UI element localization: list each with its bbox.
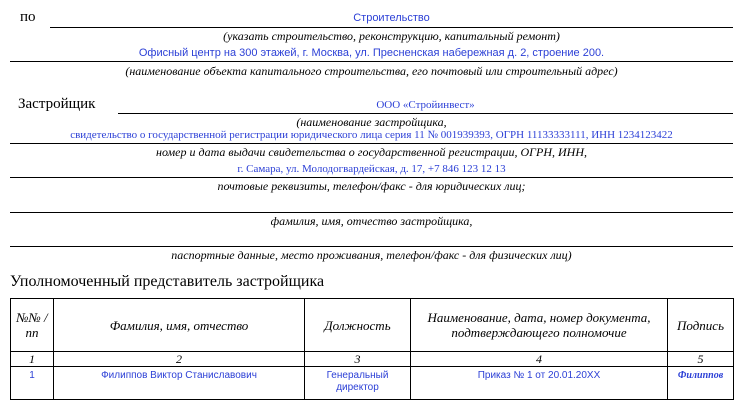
column-header-position: Должность <box>305 299 411 352</box>
column-numbers-row <box>11 352 734 367</box>
column-number: 3 <box>305 352 411 367</box>
developer-passport-hint: паспортные данные, место проживания, телефон/факс - для физических лиц) <box>171 248 572 262</box>
column-number: 4 <box>411 352 668 367</box>
row-number-cell[interactable]: 1 <box>11 367 54 400</box>
representative-heading: Уполномоченный представитель застройщика <box>10 273 325 290</box>
developer-name-hint: (наименование застройщика, <box>296 115 447 129</box>
developer-fio-hint: фамилия, имя, отчество застройщика, <box>270 214 473 228</box>
row-signature-cell[interactable]: Филиппов <box>668 367 734 400</box>
developer-postal-hint: почтовые реквизиты, телефон/факс - для юридических лиц; <box>217 179 526 193</box>
table-row <box>11 367 734 400</box>
object-type-hint: (указать строительство, реконструкцию, капитальный ремонт) <box>223 29 560 43</box>
column-header-fio: Фамилия, имя, отчество <box>54 299 305 352</box>
column-header-signature: Подпись <box>668 299 734 352</box>
column-header-number: №№ / пп <box>11 299 54 352</box>
object-address-hint: (наименование объекта капитального строительства, его почтовый или строительный адрес) <box>125 64 618 78</box>
column-number: 1 <box>11 352 54 367</box>
table-header-row <box>11 299 734 352</box>
column-number: 5 <box>668 352 734 367</box>
row-document-cell[interactable]: Приказ № 1 от 20.01.20ХХ <box>411 367 668 400</box>
representative-table <box>10 298 734 400</box>
developer-fio-line <box>10 212 733 213</box>
object-type-line <box>50 27 733 28</box>
column-number: 2 <box>54 352 305 367</box>
column-header-document: Наименование, дата, номер документа, подтверждающего полномочие <box>411 299 668 352</box>
developer-certificate-line <box>10 143 733 144</box>
developer-postal-line <box>10 177 733 178</box>
developer-postal-value[interactable]: г. Самара, ул. Молодогвардейская, д. 17, +7 846 123 12 13 <box>237 163 506 175</box>
row-position-cell[interactable]: Генеральный директор <box>305 367 411 400</box>
developer-label: Застройщик <box>18 96 96 112</box>
object-type-value[interactable]: Строительство <box>353 12 430 24</box>
developer-name-value[interactable]: ООО «Стройинвест» <box>376 99 475 111</box>
object-address-value[interactable]: Офисный центр на 300 этажей, г. Москва, ул. Пресненская набережная д. 2, строение 200. <box>138 47 605 59</box>
developer-name-line <box>118 113 733 114</box>
row-fio-cell[interactable]: Филиппов Виктор Станиславович <box>54 367 305 400</box>
developer-passport-line <box>10 246 733 247</box>
developer-certificate-hint: номер и дата выдачи свидетельства о государственной регистрации, ОГРН, ИНН, <box>156 145 587 159</box>
object-label: по <box>20 9 36 25</box>
developer-certificate-value[interactable]: свидетельство о государственной регистрации юридического лица серия 11 № 001939393, ОГРН 11133333111, ИНН 1234123422 <box>70 129 673 141</box>
object-address-line <box>10 61 733 62</box>
